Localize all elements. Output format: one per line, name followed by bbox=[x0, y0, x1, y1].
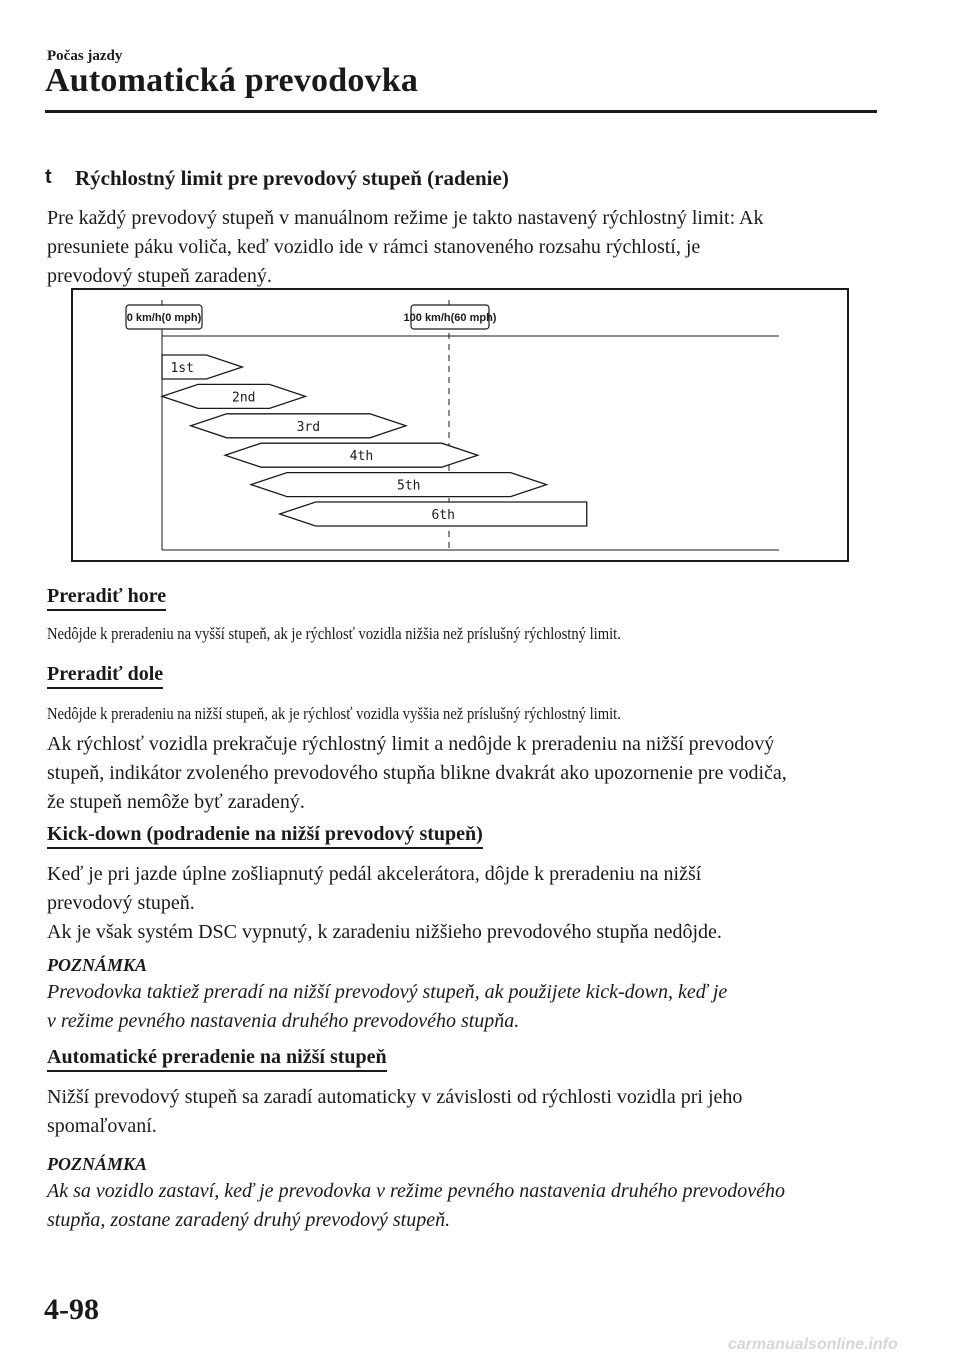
gear-speed-diagram bbox=[71, 288, 849, 562]
upshift-text: Nedôjde k preradeniu na vyšší stupeň, ak je rýchlosť vozidla nižšia než príslušný rýchlostný limit. bbox=[47, 624, 621, 643]
downshift-paragraph bbox=[47, 730, 877, 817]
intro-line: presuniete páku voliča, keď vozidlo ide v rámci stanoveného rozsahu rýchlostí, je bbox=[47, 236, 701, 258]
auto-downshift-line: Nižší prevodový stupeň sa zaradí automaticky v závislosti od rýchlosti vozidla pri jeho bbox=[47, 1086, 743, 1108]
kickdown-line: prevodový stupeň. bbox=[47, 892, 195, 914]
speed-marker-reference bbox=[404, 305, 497, 329]
note-line: Prevodovka taktiež preradí na nižší prevodový stupeň, ak použijete kick-down, keď je bbox=[47, 981, 728, 1003]
downshift-line: Ak rýchlosť vozidla prekračuje rýchlostný limit a nedôjde k preradeniu na nižší prevodový bbox=[47, 733, 775, 755]
downshift-heading: Preradiť dole bbox=[47, 662, 163, 689]
note-label: POZNÁMKA bbox=[47, 955, 148, 975]
auto-downshift-note bbox=[47, 1177, 897, 1235]
auto-downshift-heading: Automatické preradenie na nižší stupeň bbox=[47, 1045, 387, 1072]
note-line: Ak sa vozidlo zastaví, keď je prevodovka v režime pevného nastavenia druhého prevodového bbox=[47, 1180, 786, 1202]
title-divider bbox=[45, 110, 877, 113]
subsection-heading: Rýchlostný limit pre prevodový stupeň (radenie) bbox=[75, 166, 509, 190]
gear-label: 1st bbox=[170, 361, 194, 376]
kickdown-note bbox=[47, 978, 897, 1036]
speed-marker-zero bbox=[126, 305, 202, 329]
note-line: stupňa, zostane zaradený druhý prevodový stupeň. bbox=[47, 1209, 451, 1231]
gear-label: 4th bbox=[349, 449, 374, 465]
downshift-line: stupeň, indikátor zvoleného prevodového stupňa blikne dvakrát ako upozornenie pre vodiča, bbox=[47, 762, 787, 784]
gear-label: 3rd bbox=[296, 419, 321, 435]
gear-speed-chart bbox=[71, 288, 849, 562]
auto-downshift-line: spomaľovaní. bbox=[47, 1115, 157, 1137]
kickdown-heading: Kick-down (podradenie na nižší prevodový stupeň) bbox=[47, 822, 483, 849]
page-title: Automatická prevodovka bbox=[45, 62, 419, 99]
upshift-heading: Preradiť hore bbox=[47, 584, 166, 611]
intro-line: Pre každý prevodový stupeň v manuálnom režime je takto nastavený rýchlostný limit: Ak bbox=[47, 207, 764, 229]
auto-downshift-paragraph bbox=[47, 1083, 877, 1141]
kickdown-line: Keď je pri jazde úplne zošliapnutý pedál akcelerátora, dôjde k preradeniu na nižší bbox=[47, 863, 702, 885]
gear-label: 5th bbox=[397, 478, 421, 494]
gear-bars bbox=[162, 355, 587, 526]
watermark: carmanualsonline.info bbox=[728, 1336, 898, 1353]
note-label: POZNÁMKA bbox=[47, 1154, 148, 1174]
page-number: 4-98 bbox=[44, 1293, 99, 1326]
speed-marker-label: 0 km/h(0 mph) bbox=[126, 312, 202, 324]
kickdown-line: Ak je však systém DSC vypnutý, k zaradeniu nižšieho prevodového stupňa nedôjde. bbox=[47, 921, 722, 943]
downshift-line: že stupeň nemôže byť zaradený. bbox=[47, 791, 305, 813]
gear-label: 6th bbox=[431, 508, 455, 523]
kickdown-paragraph bbox=[47, 860, 877, 947]
bullet-icon: t bbox=[45, 166, 52, 188]
section-label: Počas jazdy bbox=[47, 48, 123, 64]
downshift-text: Nedôjde k preradeniu na nižší stupeň, ak je rýchlosť vozidla vyššia než príslušný rýchlostný limit. bbox=[47, 704, 621, 723]
speed-marker-label: 100 km/h(60 mph) bbox=[403, 312, 497, 324]
gear-label: 2nd bbox=[232, 390, 256, 406]
note-line: v režime pevného nastavenia druhého prevodového stupňa. bbox=[47, 1010, 520, 1032]
intro-paragraph bbox=[47, 204, 877, 291]
intro-line: prevodový stupeň zaradený. bbox=[47, 265, 272, 287]
